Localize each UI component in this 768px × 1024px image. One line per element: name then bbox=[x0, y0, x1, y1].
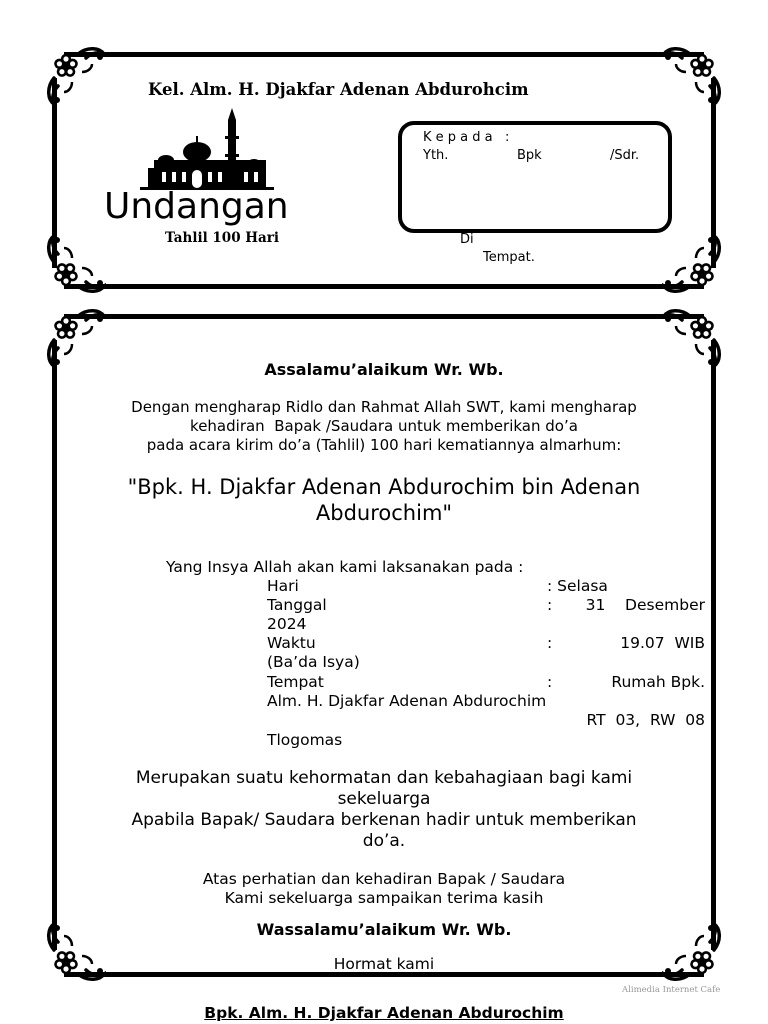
invitation-subtitle: Tahlil 100 Hari bbox=[165, 230, 280, 246]
closing-line-3: Apabila Bapak/ Saudara berkenan hadir untuk memberikan bbox=[131, 810, 637, 830]
family-name-heading: Kel. Alm. H. Djakfar Adenan Abdurohcim bbox=[148, 80, 529, 99]
top-frame-bottom-border bbox=[64, 284, 704, 289]
address-yth: Yth. bbox=[423, 148, 449, 163]
floral-corner-ornament-icon bbox=[42, 304, 106, 368]
closing-line-4: do’a. bbox=[362, 831, 406, 851]
address-sdr: /Sdr. bbox=[610, 148, 640, 163]
waktu-label: Waktu bbox=[267, 634, 316, 652]
watermark: Alimedia Internet Cafe bbox=[622, 985, 721, 995]
tempat-line-2: Alm. H. Djakfar Adenan Abdurochim bbox=[267, 692, 547, 710]
intro-line-1: Dengan mengharap Ridlo dan Rahmat Allah SWT, kami mengharap bbox=[131, 398, 637, 416]
deceased-name-line-1: "Bpk. H. Djakfar Adenan Abdurochim bin Adenan bbox=[127, 475, 641, 499]
thanks-line-2: Kami sekeluarga sampaikan terima kasih bbox=[224, 889, 544, 907]
floral-corner-ornament-icon bbox=[42, 234, 106, 298]
waktu-value: 19.07 WIB bbox=[620, 634, 705, 652]
floral-corner-ornament-icon bbox=[662, 304, 726, 368]
closing-line-1: Merupakan suatu kehormatan dan kebahagiaan bagi kami bbox=[135, 768, 633, 788]
invitation-title: Undangan bbox=[104, 186, 289, 227]
farewell: Wassalamu’alaikum Wr. Wb. bbox=[256, 920, 512, 939]
tempat-line-4: Tlogomas bbox=[267, 731, 343, 749]
tanggal-year: 2024 bbox=[267, 615, 307, 633]
waktu-note: (Ba’da Isya) bbox=[267, 653, 360, 671]
intro-line-2: kehadiran Bapak /Saudara untuk memberikan do’a bbox=[190, 417, 578, 435]
schedule-waktu bbox=[267, 634, 707, 653]
address-bpk: Bpk bbox=[517, 148, 542, 163]
address-tempat: Tempat. bbox=[483, 250, 535, 265]
hari-value: : Selasa bbox=[547, 577, 608, 595]
signature-name: Bpk. Alm. H. Djakfar Adenan Abdurochim bbox=[204, 1004, 564, 1022]
address-kepada: K e p a d a : bbox=[423, 130, 510, 145]
tempat-line-3 bbox=[267, 711, 707, 730]
deceased-name-line-2: Abdurochim" bbox=[315, 501, 453, 525]
greeting: Assalamu’alaikum Wr. Wb. bbox=[264, 360, 504, 379]
tanggal-value: 31 Desember bbox=[585, 596, 705, 614]
schedule-intro: Yang Insya Allah akan kami laksanakan pada : bbox=[166, 558, 524, 576]
tempat-label: Tempat bbox=[267, 673, 324, 691]
schedule-tempat bbox=[267, 673, 707, 692]
tempat-colon: : bbox=[547, 673, 553, 691]
intro-line-3: pada acara kirim do’a (Tahlil) 100 hari kematiannya almarhum: bbox=[146, 436, 622, 454]
top-frame-top-border bbox=[64, 52, 704, 57]
tempat-value: Rumah Bpk. bbox=[611, 673, 705, 691]
hari-label: Hari bbox=[267, 577, 299, 595]
mosque-silhouette-icon bbox=[140, 108, 274, 190]
tanggal-colon: : bbox=[547, 596, 553, 614]
schedule-hari bbox=[267, 577, 707, 596]
address-di: Di bbox=[460, 232, 474, 247]
waktu-colon: : bbox=[547, 634, 553, 652]
regards: Hormat kami bbox=[333, 955, 435, 973]
tempat-rt-rw: RT 03, RW 08 bbox=[586, 711, 705, 729]
closing-line-2: sekeluarga bbox=[337, 789, 431, 809]
floral-corner-ornament-icon bbox=[662, 234, 726, 298]
tanggal-label: Tanggal bbox=[267, 596, 327, 614]
schedule-tanggal bbox=[267, 596, 707, 615]
floral-corner-ornament-icon bbox=[662, 42, 726, 106]
floral-corner-ornament-icon bbox=[42, 42, 106, 106]
main-frame-top-border bbox=[64, 314, 704, 319]
thanks-line-1: Atas perhatian dan kehadiran Bapak / Saudara bbox=[202, 870, 566, 888]
